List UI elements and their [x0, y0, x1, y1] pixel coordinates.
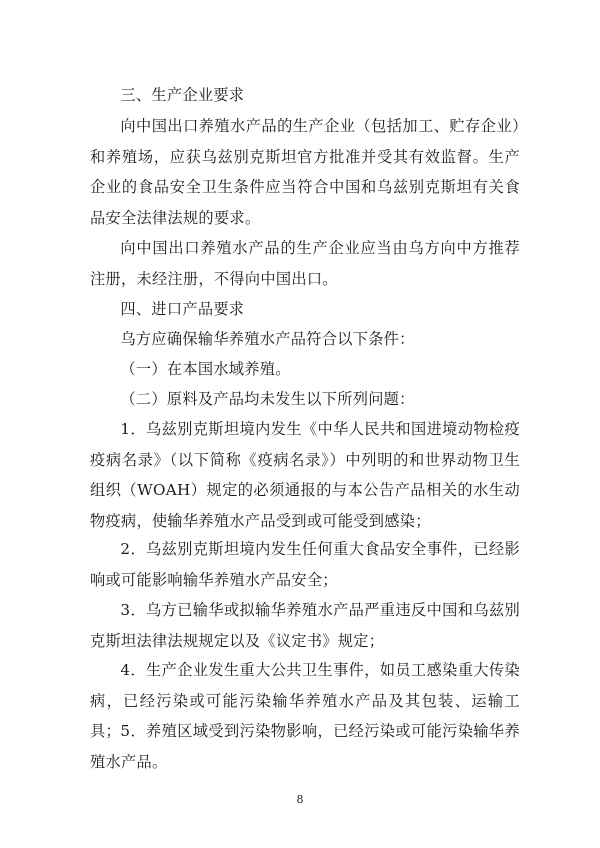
paragraph-registration: 向中国出口养殖水产品的生产企业应当由乌方向中方推荐注册，未经注册，不得向中国出口。: [90, 239, 520, 288]
section-heading-4: 四、进口产品要求: [120, 300, 245, 318]
list-item-5: 5．养殖区域受到污染物影响，已经污染或可能污染输华养殖水产品。: [90, 722, 520, 771]
condition-item-2: （二）原料及产品均未发生以下所列问题：: [120, 390, 415, 408]
paragraph-conditions-intro: 乌方应确保输华养殖水产品符合以下条件：: [120, 330, 415, 348]
paragraph-producer-approval: 向中国出口养殖水产品的生产企业（包括加工、贮存企业）和养殖场，应获乌兹别克斯坦官方批准并受其有效监督。生产企业的食品安全卫生条件应当符合中国和乌兹别克斯坦有关食品安全法律法规的要求。: [90, 117, 520, 227]
list-item-2: 2．乌兹别克斯坦境内发生任何重大食品安全事件，已经影响或可能影响输华养殖水产品安全；: [90, 540, 520, 589]
page-number: 8: [296, 793, 304, 806]
condition-item-1: （一）在本国水域养殖。: [120, 360, 291, 378]
list-item-3: 3．乌方已输华或拟输华养殖水产品严重违反中国和乌兹别克斯坦法律法规规定以及《议定书》规定；: [90, 601, 520, 650]
section-heading-3: 三、生产企业要求: [120, 86, 245, 104]
list-item-4: 4．生产企业发生重大公共卫生事件，如员工感染重大传染病，已经污染或可能污染输华养殖水产品及其包装、运输工具；: [90, 661, 520, 740]
list-item-1: 1．乌兹别克斯坦境内发生《中华人民共和国进境动物检疫疫病名录》（以下简称《疫病名录》）中列明的和世界动物卫生组织（WOAH）规定的必须通报的与本公告产品相关的水生动物疫病，使输华养殖水产品受到或可能受到感染；: [90, 420, 520, 530]
